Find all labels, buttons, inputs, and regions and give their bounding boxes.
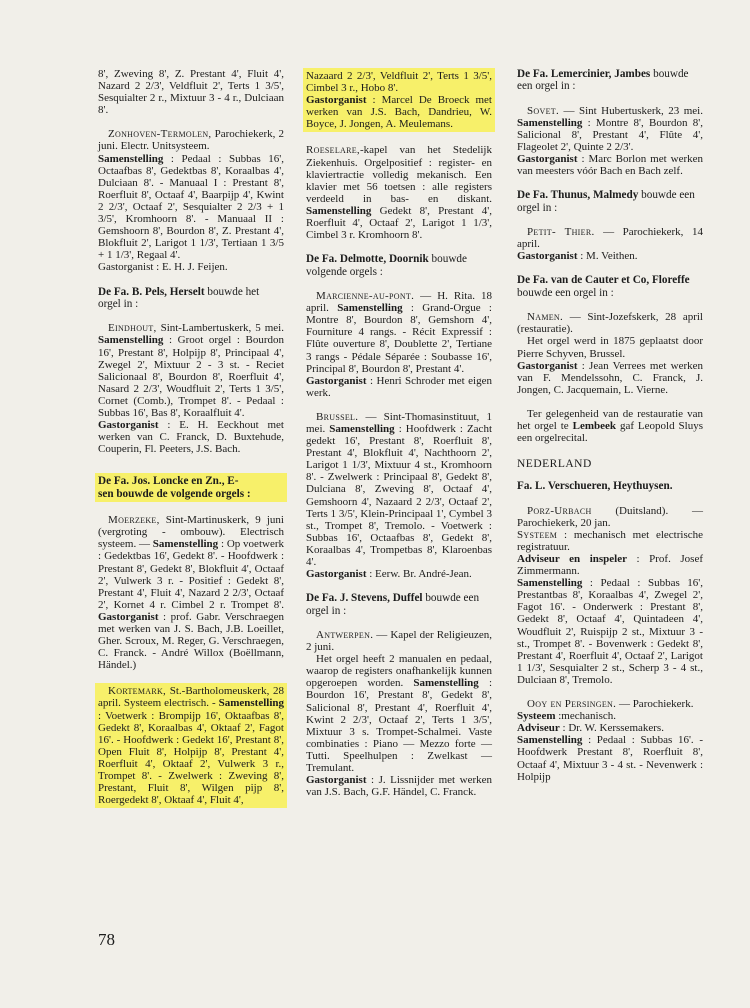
paragraph <box>517 408 703 444</box>
place-name: Brussel. <box>316 410 359 423</box>
text-span: : Bourdon 16', Prestant 8', Gedekt 8', Salicional 8', Prestant 4', Roerfluit 4', Kwint 2 2/3', Octaaf 2', Terts 1 3/5', Mixtuur 3 s. Trompet-Schalmei. Vaste combinaties : Piano — Mezzo forte — Tutti. Speelhulpen : Zwelkast — Tremulant. <box>306 677 492 775</box>
paragraph <box>517 505 703 686</box>
builder-heading <box>517 480 703 492</box>
text-span: bouwde een orgel in : <box>306 592 480 617</box>
text-span: : Grand-Orgue : Montre 8', Bourdon 8', Gemshorn 4', Fourniture 4 rangs. - Récit Expressif : Flûte ouverture 8', Doublette 2', Tertiane 3 rangs - Pédale Séparée : Soubasse 16', Principal 8', Bourdon 8', Prestant 4'. <box>306 302 492 375</box>
text-span: : Marc Borlon met werken van meesters vóór Bach en Bach zelf. <box>517 153 703 178</box>
text-span: : Henri Schroder met eigen werk. <box>306 374 492 399</box>
text-span: — Kapel der Religieuzen, 2 juni. <box>306 629 492 654</box>
entry-petit-thier <box>517 226 703 262</box>
text-span: bouwde een orgel in : <box>517 189 695 214</box>
paragraph: 8', Zweving 8', Z. Prestant 4', Fluit 4', Nazard 2 2/3', Veldfluit 2', Terts 1 3/5', Sesquialter 2 r., Mixtuur 3 - 4 r., Dulciaan 8'. <box>98 68 284 117</box>
builder-heading <box>98 475 284 500</box>
text-span: bouwde volgende orgels : <box>306 253 467 278</box>
text-span: : Pedaal : Subbas 16', Prestantbas 8', Koraalbas 4', Zwegel 2', Fagot 16'. - Onderwerk : Prestant 8', Gedekt 8', Octaaf 4', Quintadeen 4', Woudfluit 2', Ruispijp 2 st., Mixtuur 3 - st., Trompet 8'. - Bovenwerk : Gedekt 8', Prestant 4', Roerfluit 4', Octaaf 2', Larigot 1 1/3', Sesquialter 2 st., Scherp 3 - 4 st., Dulciaan 8', Tremolo. <box>517 577 703 686</box>
builder-thunus <box>517 189 703 214</box>
column-2 <box>306 68 492 810</box>
text-span: bouwde het orgel in : <box>98 285 260 310</box>
paragraph <box>306 629 492 653</box>
paragraph <box>98 128 284 273</box>
text-span: : Op voetwerk : Gedektbas 16', Gedekt 8'. - Hoofdwerk : Prestant 8', Gedekt 8', Blokfluit 4', Octaaf 2', Vulwerk 3 r. - Positief : Gedekt 8', Prestant 4', Fluit 4', Nazard 2 2/3', Octaaf 2', Kornet 4 r. Cimbel 2 r. Trompet 8'. <box>98 538 284 611</box>
entry-zonhoven <box>98 128 284 273</box>
place-name: Porz-Urbach <box>527 504 592 517</box>
text-span: : Voetwerk : Brompijp 16', Oktaafbas 8', Gedekt 8', Koraalbas 4', Oktaaf 2', Fagot 16'. - Hoofdwerk : Gedekt 16', Prestant 8', Open Fluit 8', Holpijp 8', Prestant 4', Roerfluit 4', Oktaaf 2', Vulwerk 3 r., Trompet 8'. - Zwelwerk : Zweving 8', Prestant, Fluit 8', Wilgen pijp 8', Roergedekt 8', Oktaaf 4', Fluit 4', <box>98 709 284 807</box>
builder-name: De Fa. Lemercinier, Jambes <box>517 68 651 80</box>
builder-heading <box>517 274 703 299</box>
paragraph <box>517 226 703 262</box>
text-span: — H. Rita. 18 april. <box>306 290 492 315</box>
entry-marcienne <box>306 290 492 399</box>
builder-heading <box>517 68 703 93</box>
text-span: bouwde een orgel in : <box>517 68 689 93</box>
builder-pels <box>98 286 284 311</box>
text-span: : Pedaal : Subbas 16', Octaafbas 8', Gedektbas 8', Koraalbas 4', Dulciaan 8'. - Manuaal I : Prestant 8', Roerfluit 8', Octaaf 4', Baarpijp 4', Kwint 2 2/3', Octaaf 2', Sesquialter 2 2/3 + 1 3/5', Kromhoorn 8'. - Manuaal II : Gemshoorn 8', Bourdon 8', Z. Prestant 4', Blokfluit 2', Larigot 1 1/3', Tertiaan 1 3/5 + 1 1/3', Regaal 4'. <box>98 152 284 262</box>
place-name: Sovet. <box>527 104 559 117</box>
label-gastorganist: Gastorganist <box>517 359 578 372</box>
entry-roeselare <box>306 144 492 241</box>
entry-moerzeke <box>98 514 284 671</box>
builder-name: De Fa. Delmotte, Doornik <box>306 253 429 266</box>
text-span: : Prof. Josef Zimmermann. <box>517 553 704 578</box>
text-span: : J. Lissnijder met werken van J.S. Bach, G.F. Händel, C. Franck. <box>306 774 492 799</box>
paragraph <box>98 514 284 671</box>
text-span: Gastorganist : E. H. J. Feijen. <box>98 261 228 274</box>
entry-sovet <box>517 105 703 178</box>
label-samenstelling: Samenstelling <box>152 538 219 551</box>
text-span: :mechanisch. <box>555 710 616 723</box>
paragraph <box>98 322 284 455</box>
label-adviseur: Adviseur <box>517 722 560 735</box>
label-samenstelling: Samenstelling <box>517 577 583 590</box>
text-span: : Marcel De Broeck met werken van J.S. Bach, Dandrieu, W. Boyce, J. Jongen, A. Meulemans. <box>306 94 492 131</box>
builder-heading <box>517 189 703 214</box>
entry-eindhout <box>98 322 284 455</box>
text-span: — Parochiekerk. <box>616 698 694 711</box>
builder-lemercinier <box>517 68 703 93</box>
text-span: Gedekt 8', Prestant 4', Roerfluit 4', Octaaf 2', Larigot 1 1/3', Cimbel 3 r. Kromhoorn 8'. <box>306 204 492 242</box>
page-number: 78 <box>98 930 115 949</box>
column-1 <box>98 68 284 820</box>
builder-name: De Fa. van de Cauter et Co, Floreffe <box>517 274 690 287</box>
label-systeem: Systeem <box>517 528 558 541</box>
paragraph <box>306 411 492 580</box>
paragraph <box>306 144 492 241</box>
builder-name: De Fa. J. Stevens, Duffel <box>306 592 423 605</box>
text-span: — Parochiekerk, 14 april. <box>517 226 703 251</box>
label-samenstelling: Samenstelling <box>329 422 395 435</box>
label-samenstelling: Samenstelling <box>517 116 583 129</box>
text-span: — Sint Hubertuskerk, 23 mei. <box>559 104 703 117</box>
text-span: bouwde een orgel in : <box>517 286 614 299</box>
entry-lembeek <box>517 408 703 444</box>
place-name: Marcienne-au-pont. <box>316 290 415 303</box>
entry-namen <box>517 311 703 396</box>
text-span: : Pedaal : Subbas 16'. - Hoofdwerk Prestant 8', Roerfluit 8', Octaaf 4', Mixtuur 3 - 4 st. - Nevenwerk : Holpijp <box>517 734 703 783</box>
place-name: Namen. <box>527 311 564 324</box>
text-span: : Groot orgel : Bourdon 16', Prestant 8', Holpijp 8', Principaal 4', Zwegel 2', Mixtuur 2 - 3 st. - Reciet Salicionaal 8', Bourdon 8', Roerfluit 4', Nasard 2 2/3', Woudfluit 2', Terts 1 3/5', Cornet (Comb.), Trompet 8'. - Pedaal : Subbas 16', Bas 8', Koraalfluit 4'. <box>98 334 284 419</box>
paragraph <box>306 290 492 399</box>
text-span: -kapel van het Stedelijk Ziekenhuis. Orgelpositief : register- en klaviertractie volledig mekanisch. Een klavier met 56 toetsen : alle registers verdeeld in bas- en diskant. <box>306 144 492 205</box>
text-span: : Dr. W. Kerssemakers. <box>559 722 664 735</box>
builder-stevens <box>306 592 492 617</box>
builder-name: De Fa. B. Pels, Herselt <box>98 285 205 298</box>
entry-kortemark-highlighted <box>95 683 287 808</box>
place-name: Moerzeke, <box>108 514 160 527</box>
text-span: Nazaard 2 2/3', Veldfluit 2', Terts 1 3/5', Cimbel 3 r., Hobo 8'. <box>306 70 492 95</box>
text-span: : Eerw. Br. André-Jean. <box>366 568 472 581</box>
text-span: Parochiekerk, 2 juni. Electr. Unitsysteem. <box>98 128 284 153</box>
place-name: Zonhoven-Termolen, <box>108 128 212 141</box>
label-gastorganist: Gastorganist <box>98 610 159 623</box>
label-gastorganist: Gastorganist <box>98 419 159 432</box>
label-gastorganist: Gastorganist <box>306 94 367 107</box>
label-samenstelling: Samenstelling <box>306 204 372 217</box>
paragraph <box>98 685 284 806</box>
label-gastorganist: Gastorganist <box>306 774 367 787</box>
place-name: Ooy en Persingen. <box>527 698 617 711</box>
label-gastorganist: Gastorganist <box>517 250 578 263</box>
place-name: Antwerpen. <box>316 629 374 641</box>
label-gastorganist: Gastorganist <box>517 153 578 166</box>
text-span: : Montre 8', Bourdon 8', Salicional 8', Prestant 4', Flûte 4', Flageolet 2', Quinte 2 2/3'. <box>517 116 703 154</box>
place-name: Roeselare, <box>306 144 360 157</box>
text-span: : M. Veithen. <box>577 250 638 263</box>
text-span: : mechanisch met electrische registratuur. <box>517 528 703 553</box>
text-span: : E. H. Eeckhout met werken van C. Franck, D. Buxtehude, Couperin, Fl. Peeters, J.S. Bach. <box>98 419 284 456</box>
place-name: Eindhout, <box>108 322 157 335</box>
entry-kortemark-cont-highlighted <box>303 68 495 132</box>
text-span: gaf Leopold Sluys een orgelrecital. <box>517 420 703 445</box>
entry-antwerpen <box>306 629 492 798</box>
text-span: : Jean Verrees met werken van F. Mendelssohn, C. Franck, J. Jongen, C. Jacquemain, L. Vierne. <box>517 359 703 396</box>
entry-continuation <box>98 68 284 116</box>
paragraph <box>517 105 703 178</box>
paragraph <box>517 698 703 783</box>
builder-loncke-highlighted <box>95 473 287 502</box>
paragraph <box>306 653 492 798</box>
builder-heading <box>306 253 492 278</box>
label-samenstelling: Samenstelling <box>98 152 164 165</box>
label-samenstelling: Samenstelling <box>413 677 479 690</box>
label-gastorganist: Gastorganist <box>306 374 367 387</box>
paragraph <box>517 360 703 396</box>
text-span: Ter gelegenheid van de restauratie van het orgel te <box>517 407 703 433</box>
entry-brussel <box>306 411 492 580</box>
label-adviseur: Adviseur en inspeler <box>517 553 627 565</box>
label-samenstelling: Samenstelling <box>218 697 284 710</box>
text-span: : prof. Gabr. Verschraegen met werken van J. S. Bach, J.B. Loeillet, Gher. Scroux, M. Reger, G. Verschraegen, C. Franck. - André Willox (Boëllmann, Händel.) <box>98 610 284 672</box>
text-span: Sint-Lambertuskerk, 5 mei. <box>156 322 284 335</box>
place-bold: Lembeek <box>572 420 616 433</box>
builder-name-cont: sen bouwde de volgende orgels : <box>98 487 251 500</box>
text-span: — Sint-Jozefskerk, 28 april (restauratie). <box>517 311 703 336</box>
builder-heading <box>98 286 284 311</box>
builder-van-de-cauter <box>517 274 703 299</box>
column-3 <box>517 68 703 795</box>
builder-name: De Fa. Jos. Loncke en Zn., E- <box>98 475 239 488</box>
text-span: Sint-Martinuskerk, 9 juni (vergroting - ombouw). Electrisch systeem. — <box>98 514 284 551</box>
text-span: Het orgel heeft 2 manualen en pedaal, waarop de registers onafhankelijk kunnen opgeroepen worden. <box>306 653 492 690</box>
builder-name: De Fa. Thunus, Malmedy <box>517 189 639 202</box>
place-name: Kortemark, <box>108 685 167 698</box>
entry-porz-urbach <box>517 505 703 686</box>
text-span: — Sint-Thomasinstituut, 1 mei. <box>306 410 492 435</box>
section-title-nederland: NEDERLAND <box>517 458 592 471</box>
label-gastorganist: Gastorganist <box>306 568 367 581</box>
builder-heading <box>306 592 492 617</box>
place-name: Petit- Thier. <box>527 226 595 239</box>
label-systeem: Systeem <box>517 710 556 723</box>
entry-ooy-en-persingen <box>517 698 703 783</box>
paragraph <box>306 70 492 130</box>
builder-verschueren <box>517 480 703 492</box>
builder-name: Fa. L. Verschueren, Heythuysen. <box>517 480 673 493</box>
label-samenstelling: Samenstelling <box>337 302 403 315</box>
text-span: St.-Bartholomeuskerk, 28 april. Systeem electrisch. - <box>98 685 284 710</box>
label-samenstelling: Samenstelling <box>517 734 583 747</box>
label-samenstelling: Samenstelling <box>98 334 164 347</box>
text-span: : Hoofdwerk : Zacht gedekt 16', Prestant 8', Roerfluit 8', Prestant 4', Blokfluit 4', Nachthoorn 2', Larigot 1 1/3', Mixtuur 4 st., Kromhoorn 8'. - Zwelwerk : Principaal 8', Gedekt 8', Dulciana 8', Zweving 8', Octaaf 4', Gemshoorn 4', Nazaard 2 2/3', Octaaf 2', Terts 1 3/5', Klein-Principaal 1', Cymbel 3 st., Trompet 8', Tremolo. - Voetwerk : Subbas 16', Octaafbas 8', Gedekt 8', Koraalbas 4', Trompetbas 8', Klaroenbas 4'. <box>306 422 492 568</box>
paragraph: Het orgel werd in 1875 geplaatst door Pierre Schyven, Brussel. <box>517 335 703 360</box>
text-span: (Duitsland). — Parochiekerk, 20 jan. <box>517 504 703 529</box>
builder-delmotte <box>306 253 492 278</box>
paragraph <box>517 311 703 335</box>
